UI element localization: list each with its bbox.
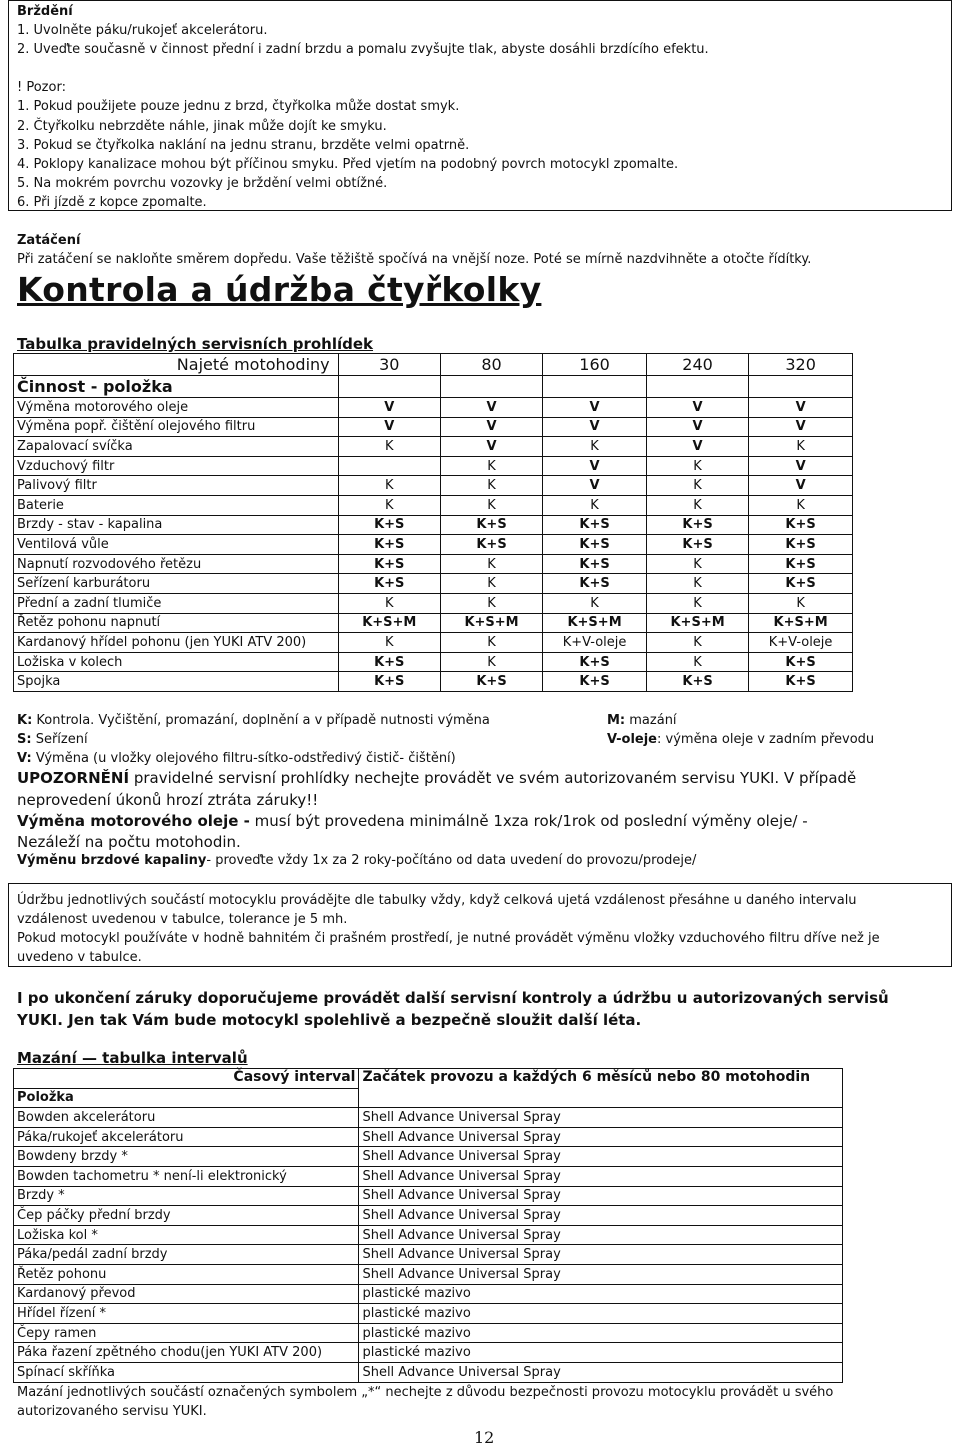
lube-item-name: Kardanový převod — [14, 1284, 359, 1304]
lube-item-value: plastické mazivo — [359, 1323, 843, 1343]
maintenance-note-line-3: Pokud motocykl používáte v hodně bahnitém či prašném prostředí, je nutné provádět výměnu vložky vzduchového filtru dříve než je — [17, 931, 880, 946]
service-table — [13, 353, 853, 692]
lube-item-name: Bowdeny brzdy * — [14, 1147, 359, 1167]
service-cell: K+S — [543, 672, 647, 692]
braking-item-2: 2. Uveďte současně v činnost přední i zadní brzdu a pomalu zvyšujte tlak, abyste dosáhli brzdícího efektu. — [17, 42, 709, 57]
lube-item-value: Shell Advance Universal Spray — [359, 1362, 843, 1382]
service-cell: V — [646, 398, 748, 418]
service-row — [14, 593, 853, 613]
service-cell: V — [749, 417, 853, 437]
service-item-name: Ložiska v kolech — [14, 652, 339, 672]
service-cell: K+S — [749, 515, 853, 535]
service-cell: K — [749, 593, 853, 613]
service-cell: V — [543, 417, 647, 437]
service-cell: K — [646, 574, 748, 594]
legend-voleje — [607, 731, 874, 748]
lube-item-name: Čep páčky přední brzdy — [14, 1206, 359, 1226]
lube-item-value: Shell Advance Universal Spray — [359, 1206, 843, 1226]
lube-item-value: Shell Advance Universal Spray — [359, 1108, 843, 1128]
legend-m-text: mazání — [625, 713, 677, 728]
service-row — [14, 417, 853, 437]
service-row — [14, 672, 853, 692]
service-cell: K+S — [338, 652, 440, 672]
service-cell: K — [749, 437, 853, 457]
service-row — [14, 495, 853, 515]
lube-item-name: Spínací skříňka — [14, 1362, 359, 1382]
service-item-name: Ventilová vůle — [14, 535, 339, 555]
service-table-title: Tabulka pravidelných servisních prohlídek — [17, 335, 374, 353]
service-cell: K — [646, 495, 748, 515]
service-cell: K+S — [543, 574, 647, 594]
lube-item-name: Páka/rukojeť akcelerátoru — [14, 1127, 359, 1147]
lube-row — [14, 1284, 843, 1304]
service-cell: K+S — [440, 535, 542, 555]
service-cell: K+S — [338, 554, 440, 574]
page-number: 12 — [474, 1428, 495, 1446]
service-cell: K+V-oleje — [749, 633, 853, 653]
service-cell: K — [338, 633, 440, 653]
lube-item-name: Páka/pedál zadní brzdy — [14, 1245, 359, 1265]
service-cell: K+S — [749, 574, 853, 594]
hours-320: 320 — [749, 354, 853, 376]
service-row — [14, 437, 853, 457]
service-cell: V — [440, 398, 542, 418]
service-cell: K — [646, 633, 748, 653]
service-row — [14, 633, 853, 653]
brake-fluid-key: Výměnu brzdové kapaliny — [17, 853, 207, 868]
service-cell: K+S — [338, 535, 440, 555]
lube-item-value: Shell Advance Universal Spray — [359, 1245, 843, 1265]
lube-row — [14, 1343, 843, 1363]
service-item-name: Spojka — [14, 672, 339, 692]
service-cell: K — [440, 495, 542, 515]
braking-item-1: 1. Uvolněte páku/rukojeť akcelerátoru. — [17, 23, 268, 38]
service-cell: K — [440, 554, 542, 574]
warning-text-1: pravidelné servisní prohlídky nechejte provádět ve svém autorizovaném servisu YUKI. V případě — [129, 769, 857, 787]
service-cell: K — [440, 593, 542, 613]
legend-voleje-key: V-oleje — [607, 732, 657, 747]
service-row — [14, 476, 853, 496]
maintenance-note-line-4: uvedeno v tabulce. — [17, 950, 142, 965]
service-cell: K+S — [646, 535, 748, 555]
lube-item-name: Bowden akcelerátoru — [14, 1108, 359, 1128]
service-cell: K+S — [543, 515, 647, 535]
oil-change-text-1: musí být provedena minimálně 1xza rok/1rok od poslední výměny oleje/ - — [249, 812, 808, 830]
caution-item-4: 4. Poklopy kanalizace mohou být příčinou smyku. Před vjetím na podobný povrch motocykl zpomalte. — [17, 157, 679, 172]
caution-item-6: 6. Při jízdě z kopce zpomalte. — [17, 195, 207, 210]
brake-fluid-line — [17, 852, 696, 869]
oil-change-line-1 — [17, 811, 808, 831]
item-label: Položka — [14, 1088, 359, 1108]
service-item-name: Palivový filtr — [14, 476, 339, 496]
legend-v-text: Výměna (u vložky olejového filtru-sítko-odstředivý čistič- čištění) — [31, 751, 456, 766]
service-item-name: Napnutí rozvodového řetězu — [14, 554, 339, 574]
legend-voleje-text: : výměna oleje v zadním převodu — [657, 732, 875, 747]
service-cell: K+S — [646, 672, 748, 692]
service-cell: K+S+M — [749, 613, 853, 633]
service-row — [14, 456, 853, 476]
recommendation-line-2: YUKI. Jen tak Vám bude motocykl spolehlivě a bezpečně sloužit další léta. — [17, 1011, 642, 1029]
service-item-name: Zapalovací svíčka — [14, 437, 339, 457]
oil-change-key: Výměna motorového oleje - — [17, 812, 250, 830]
recommendation-line-1: I po ukončení záruky doporučujeme provádět další servisní kontroly a údržbu u autorizovaných servisů — [17, 989, 889, 1007]
service-item-name: Baterie — [14, 495, 339, 515]
service-cell: K — [749, 495, 853, 515]
lube-item-value: plastické mazivo — [359, 1343, 843, 1363]
legend-m — [607, 712, 677, 729]
page-title: Kontrola a údržba čtyřkolky — [17, 270, 542, 309]
service-cell: K+S — [338, 574, 440, 594]
lube-item-name: Ložiska kol * — [14, 1225, 359, 1245]
service-item-name: Výměna motorového oleje — [14, 398, 339, 418]
service-row — [14, 652, 853, 672]
lube-item-value: Shell Advance Universal Spray — [359, 1147, 843, 1167]
hours-header-label: Najeté motohodiny — [14, 354, 339, 376]
lube-item-value: Shell Advance Universal Spray — [359, 1225, 843, 1245]
service-cell: V — [543, 456, 647, 476]
legend-k — [17, 712, 490, 729]
service-row — [14, 613, 853, 633]
service-cell: K — [338, 593, 440, 613]
oil-change-line-2: Nezáleží na počtu motohodin. — [17, 833, 241, 851]
legend-v — [17, 750, 456, 767]
caution-item-2: 2. Čtyřkolku nebrzděte náhle, jinak může dojít ke smyku. — [17, 119, 387, 134]
lube-row — [14, 1225, 843, 1245]
lube-row — [14, 1108, 843, 1128]
service-cell: K+S — [749, 535, 853, 555]
lube-item-name: Bowden tachometru * není-li elektronický — [14, 1166, 359, 1186]
service-cell: K — [646, 593, 748, 613]
service-cell: K — [646, 652, 748, 672]
lube-item-value: plastické mazivo — [359, 1304, 843, 1324]
lube-item-name: Páka řazení zpětného chodu(jen YUKI ATV 200) — [14, 1343, 359, 1363]
caution-item-1: 1. Pokud použijete pouze jednu z brzd, čtyřkolka může dostat smyk. — [17, 99, 460, 114]
service-item-name: Brzdy - stav - kapalina — [14, 515, 339, 535]
hours-30: 30 — [338, 354, 440, 376]
lube-footnote-1: Mazání jednotlivých součástí označených symbolem „*“ nechejte z důvodu bezpečnosti provozu motocyklu provádět u svého — [17, 1385, 834, 1400]
lube-row — [14, 1127, 843, 1147]
hours-240: 240 — [646, 354, 748, 376]
legend-s — [17, 731, 88, 748]
service-cell: K — [543, 437, 647, 457]
service-cell: K — [440, 456, 542, 476]
service-cell: K+S — [646, 515, 748, 535]
lube-item-value: plastické mazivo — [359, 1284, 843, 1304]
service-cell: K — [543, 495, 647, 515]
interval-label: Časový interval — [14, 1069, 359, 1089]
lube-row — [14, 1323, 843, 1343]
caution-title: ! Pozor: — [17, 80, 66, 95]
lube-item-name: Hřídel řízení * — [14, 1304, 359, 1324]
lube-footnote-2: autorizovaného servisu YUKI. — [17, 1404, 207, 1419]
maintenance-note-line-2: vzdálenost uvedenou v tabulce, tolerance je 5 mh. — [17, 912, 348, 927]
legend-v-key: V: — [17, 751, 32, 766]
service-item-name: Seřízení karburátoru — [14, 574, 339, 594]
cornering-title: Zatáčení — [17, 233, 81, 248]
warning-key: UPOZORNĚNÍ — [17, 769, 130, 787]
service-cell: V — [440, 417, 542, 437]
service-cell: K+S — [338, 672, 440, 692]
cornering-text: Při zatáčení se nakloňte směrem dopředu. Vaše těžiště spočívá na vnější noze. Poté se mírně nazdvihněte a otočte řídítky. — [17, 252, 812, 267]
service-cell: K+S — [749, 672, 853, 692]
service-item-name: Kardanový hřídel pohonu (jen YUKI ATV 200) — [14, 633, 339, 653]
lube-table — [13, 1068, 843, 1383]
service-cell: V — [440, 437, 542, 457]
service-cell: K — [440, 633, 542, 653]
activity-header-label: Činnost - položka — [14, 376, 339, 398]
service-cell: K — [646, 476, 748, 496]
lube-row — [14, 1245, 843, 1265]
lube-item-value: Shell Advance Universal Spray — [359, 1186, 843, 1206]
hours-160: 160 — [543, 354, 647, 376]
lube-row — [14, 1264, 843, 1284]
service-cell: K — [646, 554, 748, 574]
lube-row — [14, 1147, 843, 1167]
service-row — [14, 515, 853, 535]
service-cell: K — [440, 652, 542, 672]
service-cell: K — [440, 574, 542, 594]
service-cell: V — [749, 398, 853, 418]
service-cell: K+V-oleje — [543, 633, 647, 653]
service-cell: K+S — [338, 515, 440, 535]
service-cell: K+S — [440, 515, 542, 535]
service-cell — [338, 456, 440, 476]
lube-item-name: Řetěz pohonu — [14, 1264, 359, 1284]
lube-row — [14, 1206, 843, 1226]
lube-row — [14, 1304, 843, 1324]
service-cell: V — [749, 476, 853, 496]
lube-row — [14, 1362, 843, 1382]
legend-s-text: Seřízení — [31, 732, 88, 747]
service-cell: K — [338, 476, 440, 496]
brake-fluid-text: - proveďte vždy 1x za 2 roky-počítáno od data uvedení do provozu/prodeje/ — [206, 853, 697, 868]
lube-row — [14, 1186, 843, 1206]
legend-k-key: K: — [17, 713, 33, 728]
service-cell: K — [338, 495, 440, 515]
lube-item-value: Shell Advance Universal Spray — [359, 1264, 843, 1284]
maintenance-note-line-1: Údržbu jednotlivých součástí motocyklu provádějte dle tabulky vždy, když celková ujetá vzdálenost přesáhne u daného intervalu — [17, 893, 857, 908]
service-cell: V — [646, 437, 748, 457]
service-cell: K+S+M — [440, 613, 542, 633]
service-cell: K — [543, 593, 647, 613]
service-row — [14, 574, 853, 594]
service-row — [14, 535, 853, 555]
service-item-name: Výměna popř. čištění olejového filtru — [14, 417, 339, 437]
caution-item-3: 3. Pokud se čtyřkolka naklání na jednu stranu, brzděte velmi opatrně. — [17, 138, 470, 153]
service-cell: V — [338, 417, 440, 437]
service-cell: K+S — [749, 554, 853, 574]
service-item-name: Přední a zadní tlumiče — [14, 593, 339, 613]
service-cell: K+S — [543, 652, 647, 672]
service-cell: K — [646, 456, 748, 476]
service-item-name: Řetěz pohonu napnutí — [14, 613, 339, 633]
service-cell: K+S+M — [338, 613, 440, 633]
service-cell: K+S+M — [646, 613, 748, 633]
lube-row — [14, 1166, 843, 1186]
service-cell: V — [338, 398, 440, 418]
service-cell: K — [338, 437, 440, 457]
service-cell: K+S+M — [543, 613, 647, 633]
service-cell: K+S — [440, 672, 542, 692]
warning-line-1 — [17, 768, 856, 788]
lube-table-title: Mazání — tabulka intervalů — [17, 1049, 248, 1067]
service-cell: K+S — [543, 554, 647, 574]
lube-item-name: Čepy ramen — [14, 1323, 359, 1343]
service-cell: V — [749, 456, 853, 476]
service-cell: V — [543, 476, 647, 496]
legend-s-key: S: — [17, 732, 32, 747]
service-cell: K+S — [749, 652, 853, 672]
lube-item-value: Shell Advance Universal Spray — [359, 1127, 843, 1147]
caution-item-5: 5. Na mokrém povrchu vozovky je brždění velmi obtížné. — [17, 176, 388, 191]
service-cell: V — [543, 398, 647, 418]
service-row — [14, 398, 853, 418]
service-row — [14, 554, 853, 574]
service-cell: K+S — [543, 535, 647, 555]
hours-80: 80 — [440, 354, 542, 376]
interval-value: Začátek provozu a každých 6 měsíců nebo 80 motohodin — [359, 1069, 843, 1108]
legend-k-text: Kontrola. Vyčištění, promazání, doplnění a v případě nutnosti výměna — [32, 713, 490, 728]
braking-title: Brždění — [17, 4, 73, 19]
lube-item-name: Brzdy * — [14, 1186, 359, 1206]
warning-line-2: neprovedení úkonů hrozí ztráta záruky!! — [17, 791, 319, 809]
service-cell: K — [440, 476, 542, 496]
legend-m-key: M: — [607, 713, 626, 728]
lube-item-value: Shell Advance Universal Spray — [359, 1166, 843, 1186]
service-cell: V — [646, 417, 748, 437]
service-item-name: Vzduchový filtr — [14, 456, 339, 476]
